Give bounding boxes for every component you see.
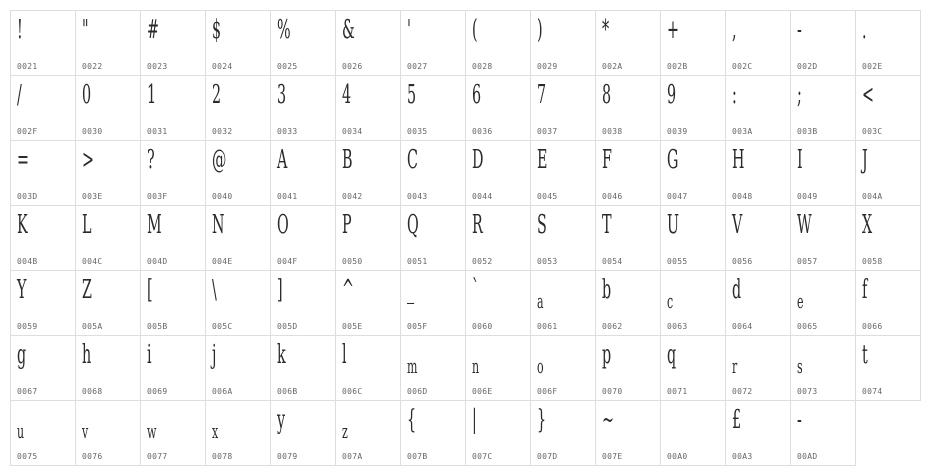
glyph-code: 0063 [667,322,688,331]
glyph-char: ` [472,275,480,305]
glyph-char: $ [212,15,222,45]
glyph-char: r [732,354,738,378]
glyph-code: 0048 [732,192,753,201]
glyph-cell [271,271,336,336]
glyph-code: 004C [82,257,103,266]
glyph-cell [336,336,401,401]
glyph-code: 0044 [472,192,493,201]
glyph-code: 002F [17,127,38,136]
glyph-char: { [407,405,417,435]
glyph-cell [11,11,76,76]
glyph-code: 0021 [17,62,38,71]
glyph-code: 0073 [797,387,818,396]
glyph-cell [401,206,466,271]
glyph-cell [531,206,596,271]
glyph-code: 0076 [82,452,103,461]
glyph-cell [466,11,531,76]
glyph-code: 0049 [797,192,818,201]
glyph-cell [76,76,141,141]
glyph-cell [271,76,336,141]
glyph-cell [76,336,141,401]
glyph-cell [206,336,271,401]
glyph-code: 0039 [667,127,688,136]
glyph-cell [11,401,76,466]
glyph-cell [661,141,726,206]
glyph-cell [401,141,466,206]
glyph-char: x [212,419,219,443]
glyph-cell [401,401,466,466]
glyph-char: k [277,340,286,370]
glyph-cell [596,76,661,141]
glyph-cell [531,336,596,401]
glyph-char: ) [537,15,543,45]
glyph-char: ; [797,80,802,110]
glyph-code: 006F [537,387,558,396]
glyph-cell [791,76,856,141]
glyph-char: : [732,80,737,110]
glyph-char: > [82,145,94,175]
glyph-char: 1 [147,80,157,110]
glyph-cell [206,11,271,76]
glyph-code: 005A [82,322,103,331]
glyph-cell [271,401,336,466]
glyph-cell [726,401,791,466]
glyph-char: G [667,145,679,175]
glyph-cell [336,11,401,76]
glyph-cell [596,336,661,401]
glyph-cell [466,141,531,206]
glyph-char: d [732,275,742,305]
glyph-char: C [407,145,418,175]
glyph-cell [596,141,661,206]
glyph-char: I [797,145,803,175]
glyph-cell [596,11,661,76]
glyph-char: < [862,80,874,110]
glyph-char: ( [472,15,478,45]
glyph-cell [11,141,76,206]
glyph-cell [11,76,76,141]
glyph-char: L [82,210,92,240]
glyph-code: 0067 [17,387,38,396]
glyph-char: j [212,340,217,370]
glyph-cell [401,336,466,401]
glyph-char: 9 [667,80,677,110]
glyph-code: 0047 [667,192,688,201]
glyph-code: 002A [602,62,623,71]
glyph-cell [141,11,206,76]
glyph-code: 006C [342,387,363,396]
glyph-code: 0030 [82,127,103,136]
glyph-char: + [667,15,679,45]
glyph-char: o [537,354,544,378]
glyph-char: s [797,354,803,378]
glyph-char: . [862,15,867,45]
glyph-char: ! [17,15,23,45]
glyph-cell [76,141,141,206]
glyph-char: X [862,210,873,240]
glyph-cell [531,141,596,206]
glyph-code: 005C [212,322,233,331]
glyph-cell [856,271,921,336]
glyph-cell [466,336,531,401]
glyph-cell [596,401,661,466]
glyph-char: n [472,354,480,378]
glyph-char: B [342,145,353,175]
glyph-code: 003A [732,127,753,136]
glyph-cell [531,11,596,76]
glyph-cell [141,271,206,336]
glyph-char: ~ [602,405,614,435]
glyph-code: 0068 [82,387,103,396]
glyph-code: 003C [862,127,883,136]
glyph-code: 007C [472,452,493,461]
glyph-char: m [407,354,418,378]
glyph-code: 0033 [277,127,298,136]
glyph-char: E [537,145,548,175]
glyph-char: @ [212,145,227,175]
glyph-code: 0053 [537,257,558,266]
glyph-cell [791,206,856,271]
glyph-char: } [537,405,547,435]
glyph-char: i [147,340,152,370]
glyph-char: Z [82,275,92,305]
glyph-code: 0058 [862,257,883,266]
glyph-char: f [862,275,868,305]
glyph-cell [726,11,791,76]
glyph-code: 0051 [407,257,428,266]
glyph-code: 0046 [602,192,623,201]
glyph-code: 0060 [472,322,493,331]
glyph-cell [141,141,206,206]
glyph-cell [466,76,531,141]
glyph-code: 007B [407,452,428,461]
glyph-cell [531,76,596,141]
glyph-char: 6 [472,80,482,110]
glyph-char: # [147,15,159,45]
glyph-code: 003B [797,127,818,136]
glyph-cell [401,271,466,336]
glyph-code: 0025 [277,62,298,71]
glyph-code: 0028 [472,62,493,71]
glyph-code: 0023 [147,62,168,71]
glyph-code: 0022 [82,62,103,71]
glyph-char: a [537,289,544,313]
glyph-char: ' [407,15,411,45]
glyph-code: 0072 [732,387,753,396]
glyph-code: 0052 [472,257,493,266]
glyph-char: R [472,210,483,240]
glyph-char: V [732,210,743,240]
glyph-code: 005B [147,322,168,331]
glyph-code: 002C [732,62,753,71]
glyph-char: q [667,340,677,370]
glyph-char: u [17,419,25,443]
glyph-char: J [862,145,868,175]
glyph-code: 006D [407,387,428,396]
glyph-cell [856,141,921,206]
glyph-code: 0045 [537,192,558,201]
glyph-cell [76,206,141,271]
glyph-cell [791,11,856,76]
glyph-code: 0042 [342,192,363,201]
glyph-code: 006B [277,387,298,396]
glyph-char: g [17,340,27,370]
glyph-char: 5 [407,80,417,110]
glyph-code: 004B [17,257,38,266]
glyph-cell [726,271,791,336]
glyph-cell [76,401,141,466]
glyph-char: l [342,340,347,370]
glyph-char: £ [732,405,742,435]
glyph-char: U [667,210,680,240]
glyph-code: 0029 [537,62,558,71]
glyph-cell [76,11,141,76]
glyph-code: 005E [342,322,363,331]
glyph-cell [336,401,401,466]
glyph-code: 0079 [277,452,298,461]
glyph-code: 007A [342,452,363,461]
glyph-cell [466,401,531,466]
glyph-code: 002E [862,62,883,71]
glyph-cell [856,206,921,271]
glyph-char: " [82,15,89,45]
glyph-char: h [82,340,92,370]
glyph-code: 005F [407,322,428,331]
glyph-code: 005D [277,322,298,331]
glyph-cell [726,76,791,141]
glyph-char: & [342,15,355,45]
glyph-code: 007D [537,452,558,461]
glyph-cell [531,271,596,336]
glyph-cell [856,336,921,401]
glyph-char: w [147,419,157,443]
glyph-cell [661,11,726,76]
glyph-cell [206,76,271,141]
glyph-code: 0035 [407,127,428,136]
glyph-code: 0054 [602,257,623,266]
glyph-cell [271,336,336,401]
glyph-cell [791,271,856,336]
glyph-cell [336,271,401,336]
glyph-char: y [277,405,286,435]
glyph-char: [ [147,275,153,305]
glyph-code: 006E [472,387,493,396]
glyph-code: 0050 [342,257,363,266]
glyph-char: v [82,419,89,443]
glyph-cell [531,401,596,466]
glyph-char: * [602,15,610,45]
glyph-cell [791,401,856,466]
glyph-cell [856,11,921,76]
glyph-char: p [602,340,612,370]
glyph-cell [271,206,336,271]
glyph-char: N [212,210,225,240]
glyph-code: 0038 [602,127,623,136]
glyph-code: 003D [17,192,38,201]
glyph-cell [726,206,791,271]
glyph-code: 0037 [537,127,558,136]
glyph-char: \ [212,275,217,305]
glyph-cell [401,76,466,141]
glyph-cell [206,141,271,206]
glyph-code: 0041 [277,192,298,201]
glyph-char: S [537,210,547,240]
glyph-char: K [17,210,28,240]
glyph-cell [336,76,401,141]
glyph-cell [596,206,661,271]
glyph-code: 0026 [342,62,363,71]
glyph-char: , [732,15,737,45]
glyph-code: 0062 [602,322,623,331]
glyph-cell [661,401,726,466]
glyph-code: 003E [82,192,103,201]
glyph-cell [661,336,726,401]
glyph-cell [141,401,206,466]
glyph-char: 2 [212,80,222,110]
glyph-char: / [17,80,22,110]
glyph-code: 0034 [342,127,363,136]
glyph-code: 0064 [732,322,753,331]
glyph-code: 0036 [472,127,493,136]
glyph-char: - [797,15,802,45]
glyph-code: 002D [797,62,818,71]
glyph-char: % [277,15,291,45]
glyph-code: 007E [602,452,623,461]
glyph-code: 0040 [212,192,233,201]
glyph-code: 0031 [147,127,168,136]
glyph-code: 0069 [147,387,168,396]
glyph-cell [206,271,271,336]
glyph-cell [141,336,206,401]
glyph-code: 002B [667,62,688,71]
glyph-cell [791,141,856,206]
glyph-cell [336,141,401,206]
glyph-code: 0070 [602,387,623,396]
glyph-code: 0057 [797,257,818,266]
glyph-cell [141,76,206,141]
glyph-char: b [602,275,612,305]
glyph-code: 00AD [797,452,818,461]
glyph-code: 0059 [17,322,38,331]
glyph-cell [466,206,531,271]
glyph-code: 0024 [212,62,233,71]
glyph-code: 00A3 [732,452,753,461]
glyph-char: T [602,210,612,240]
glyph-cell [11,271,76,336]
glyph-char: = [17,145,29,175]
glyph-char: 0 [82,80,92,110]
glyph-code: 0061 [537,322,558,331]
glyph-cell [271,11,336,76]
glyph-char: D [472,145,484,175]
glyph-char: ^ [342,275,354,305]
glyph-char: M [147,210,162,240]
glyph-cell [661,271,726,336]
glyph-cell [726,141,791,206]
glyph-char: e [797,289,804,313]
glyph-cell [76,271,141,336]
glyph-char: - [797,405,802,435]
glyph-code: 004F [277,257,298,266]
glyph-grid [10,10,921,466]
glyph-cell [336,206,401,271]
glyph-code: 0077 [147,452,168,461]
glyph-cell [141,206,206,271]
glyph-code: 0071 [667,387,688,396]
glyph-cell [206,206,271,271]
glyph-char: c [667,289,674,313]
glyph-code: 0056 [732,257,753,266]
glyph-char: Y [17,275,27,305]
glyph-code: 0065 [797,322,818,331]
glyph-char: _ [407,275,415,305]
glyph-cell [856,76,921,141]
glyph-char: ] [277,275,283,305]
glyph-char: 7 [537,80,547,110]
glyph-char: W [797,210,812,240]
glyph-code: 0027 [407,62,428,71]
glyph-code: 004D [147,257,168,266]
glyph-cell [791,336,856,401]
glyph-char: F [602,145,612,175]
glyph-code: 0066 [862,322,883,331]
glyph-code: 004E [212,257,233,266]
glyph-code: 0055 [667,257,688,266]
glyph-code: 006A [212,387,233,396]
glyph-char: O [277,210,289,240]
glyph-code: 0043 [407,192,428,201]
glyph-cell [466,271,531,336]
glyph-char: z [342,419,348,443]
glyph-char: A [277,145,288,175]
glyph-cell [726,336,791,401]
glyph-code: 0074 [862,387,883,396]
glyph-code: 0078 [212,452,233,461]
glyph-cell [661,206,726,271]
glyph-char: 3 [277,80,287,110]
glyph-cell [661,76,726,141]
glyph-cell [206,401,271,466]
glyph-cell [401,11,466,76]
glyph-code: 003F [147,192,168,201]
glyph-char: 4 [342,80,352,110]
glyph-code: 0032 [212,127,233,136]
glyph-char: 8 [602,80,612,110]
glyph-code: 00A0 [667,452,688,461]
glyph-char: | [472,405,477,435]
glyph-code: 004A [862,192,883,201]
glyph-char: H [732,145,745,175]
glyph-cell [11,336,76,401]
glyph-cell [271,141,336,206]
glyph-cell [596,271,661,336]
glyph-char: t [862,340,868,370]
glyph-char: Q [407,210,419,240]
glyph-char: ? [147,145,155,175]
glyph-code: 0075 [17,452,38,461]
glyph-cell [11,206,76,271]
glyph-char: P [342,210,352,240]
